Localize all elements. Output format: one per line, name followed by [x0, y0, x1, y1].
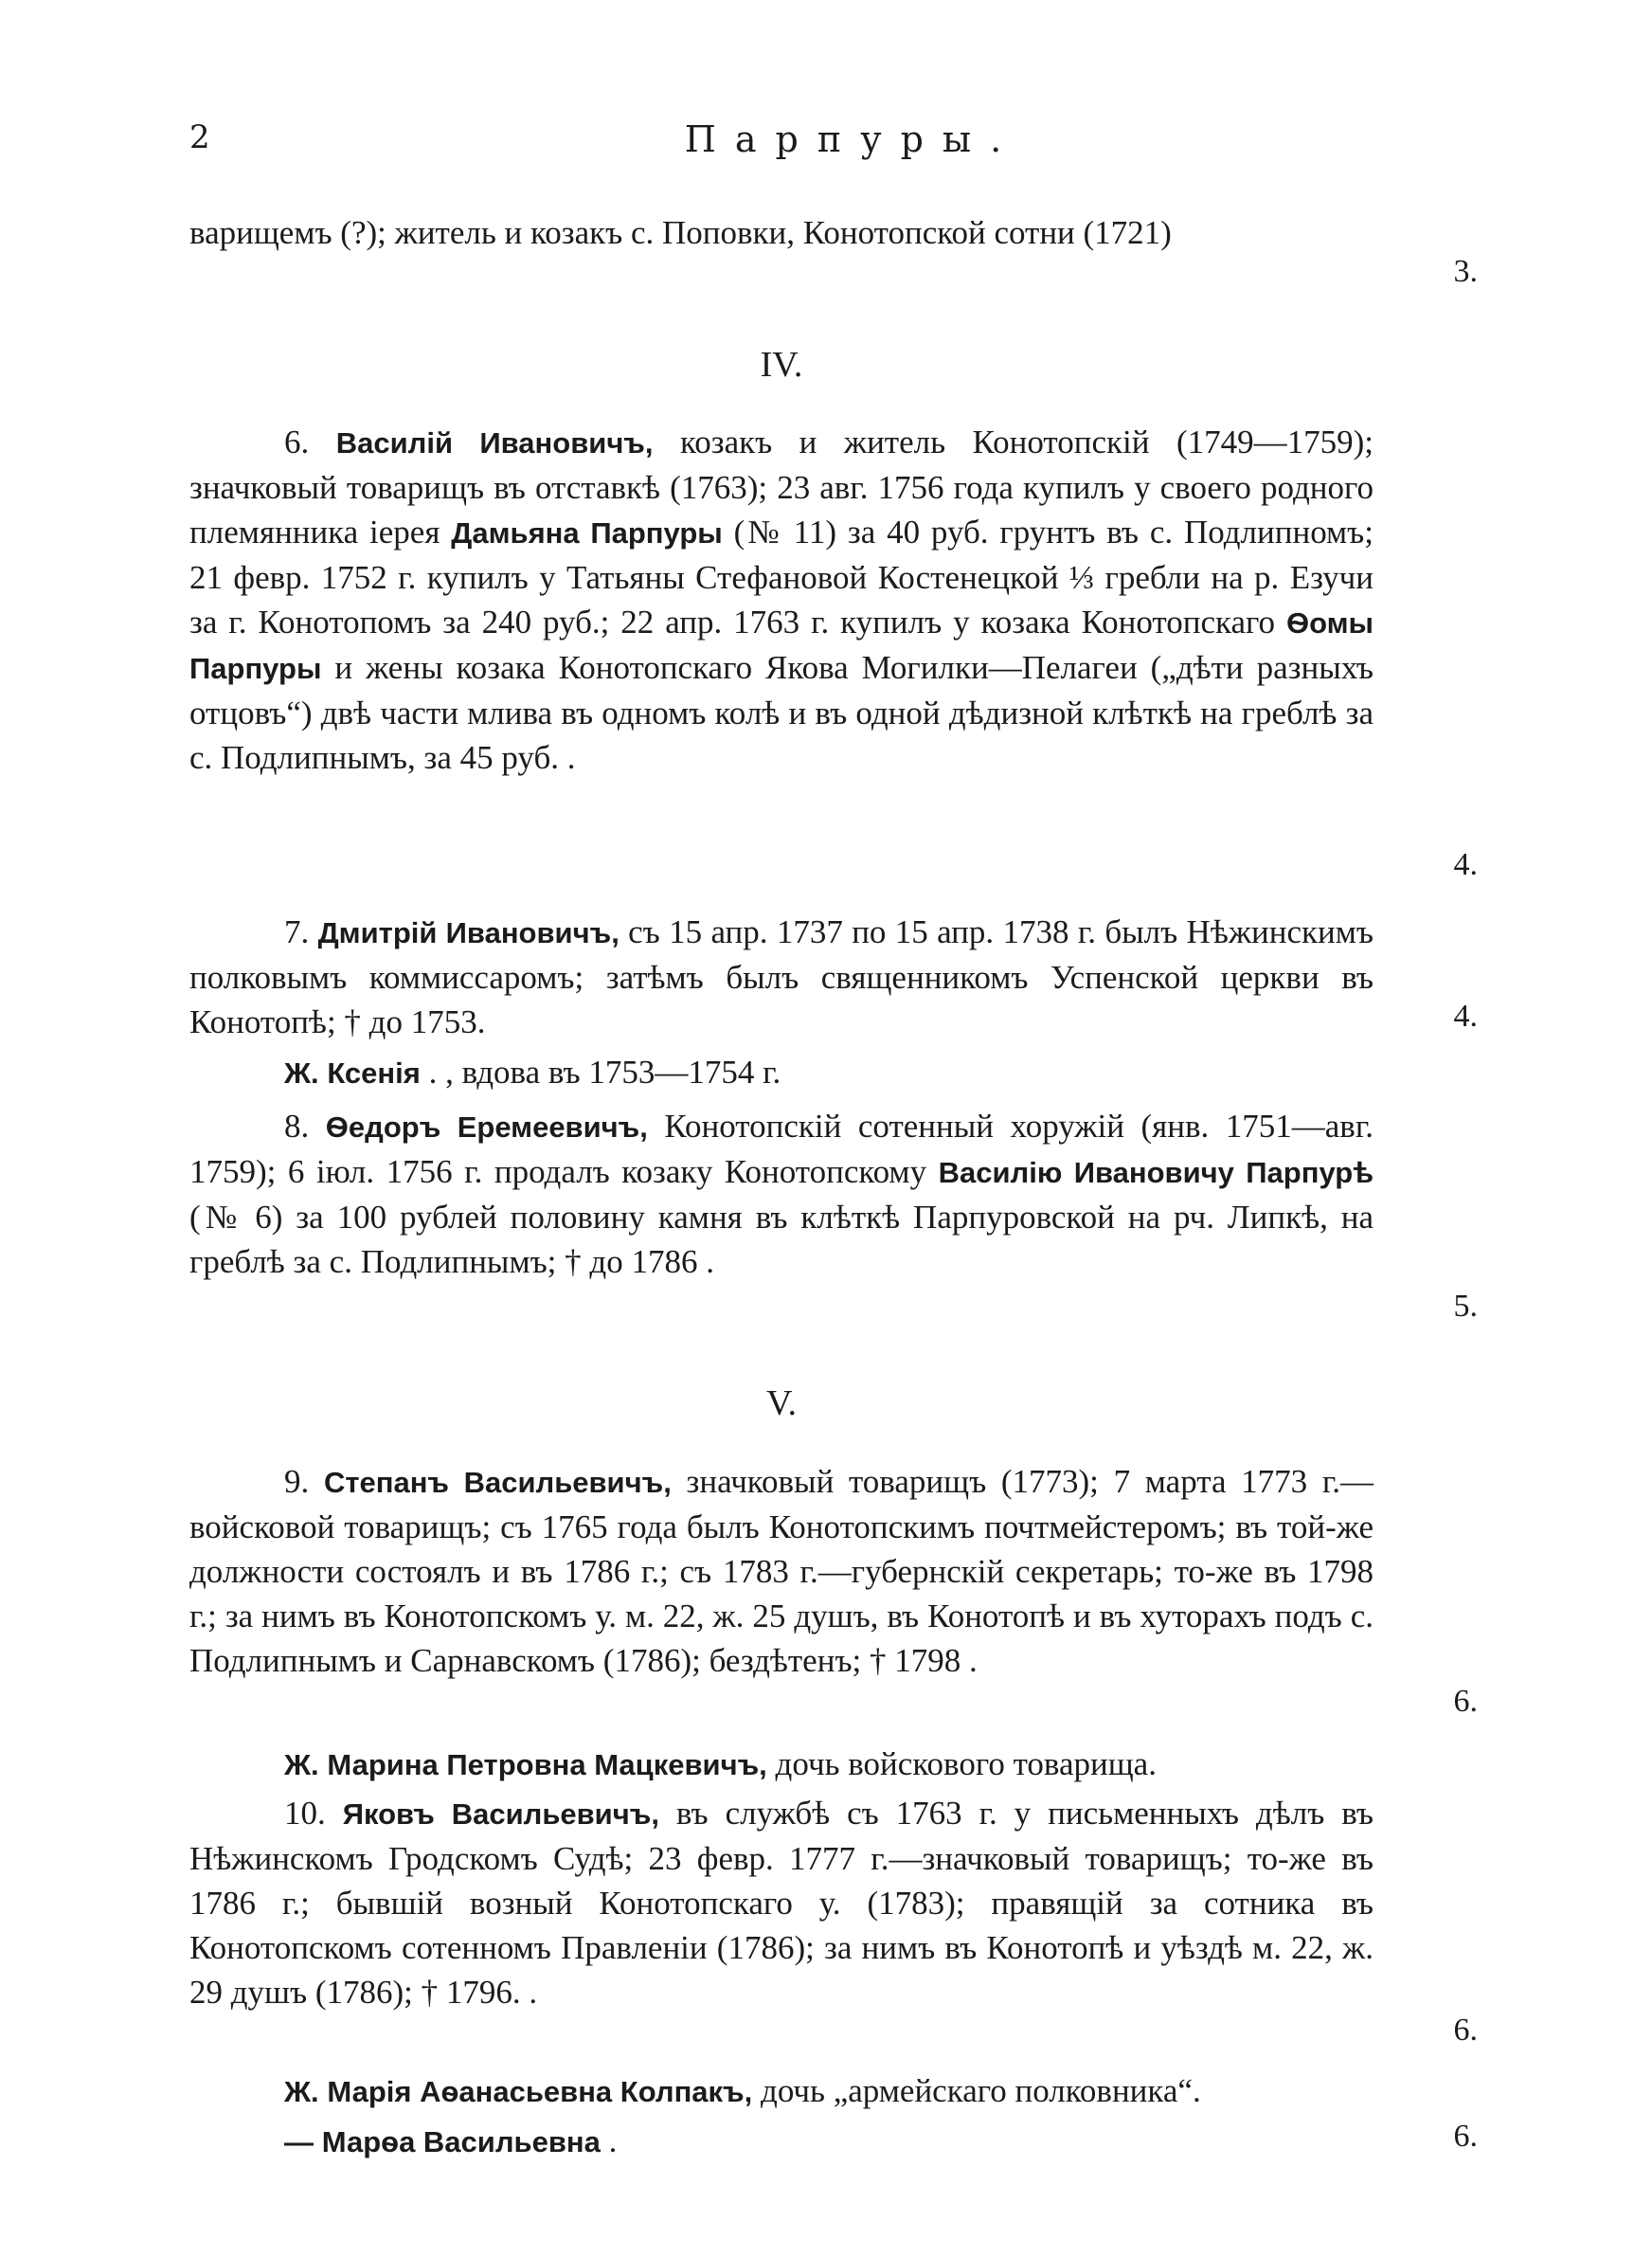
section-iv: [189, 343, 1374, 388]
margin-generation-9: 6.: [1453, 1684, 1478, 1719]
entry-10-daughter-prefix: —: [284, 2125, 314, 2158]
entry-6-text-c: и жены козака Конотопскаго Якова Могилки—Пелагеи („дѣти разныхъ отцовъ“) двѣ части млива въ одномъ колѣ и въ одной дѣдизной клѣткѣ на греблѣ за с. Подлипнымъ, за 45 руб. .: [189, 649, 1374, 776]
margin-generation-10: 6.: [1453, 2013, 1478, 2048]
entry-9-wife-text: [189, 1742, 1374, 1787]
entry-7-wife-prefix: Ж.: [284, 1056, 319, 1090]
entry-8-relative-1: Василію Ивановичу Парпурѣ: [938, 1156, 1374, 1189]
entry-8-text-a: Конотопскій сотенный хоружій (янв. 1751—авг. 1759); 6 іюл. 1756 г. продалъ козаку Конотопскому: [189, 1108, 1374, 1190]
entry-9-wife-body: дочь войскового товарища.: [766, 1745, 1157, 1782]
entry-10-body: въ службѣ съ 1763 г. у письменныхъ дѣлъ въ Нѣжинскомъ Гродскомъ Судѣ; 23 февр. 1777 г.—значковый товарищъ; то-же въ 1786 г.; бывшій возный Конотопскаго у. (1783); правящій за сотника въ Конотопскомъ сотенномъ Правленіи (1786); за нимъ въ Конотопѣ и уѣздѣ м. 22, ж. 29 душъ (1786); † 1796. .: [189, 1795, 1374, 2011]
entry-6-text-a: козакъ и житель Конотопскій (1749—1759); значковый товарищъ въ отставкѣ (1763); 23 авг. 1756 года купилъ у своего родного племянника іерея: [189, 424, 1374, 551]
entry-10-text: [189, 1791, 1374, 2014]
margin-generation-6: 4.: [1453, 847, 1478, 882]
entry-10-wife-text: [189, 2068, 1374, 2114]
page-number: 2: [189, 118, 210, 156]
entry-7-text: [189, 910, 1374, 1044]
entry-10-wife-name: Марія Аѳанасьевна Колпакъ,: [327, 2075, 753, 2108]
entry-8-number: 8.: [284, 1108, 310, 1145]
entry-10-daughter-body: .: [600, 2122, 618, 2159]
entry-10-wife: [189, 2068, 1374, 2114]
entry-7: [189, 910, 1374, 1044]
entry-7-body: съ 15 апр. 1737 по 15 апр. 1738 г. былъ Нѣжинскимъ полковымъ коммиссаромъ; затѣмъ былъ священникомъ Успенской церкви въ Конотопѣ; † до 1753.: [189, 913, 1374, 1040]
entry-9-text: [189, 1459, 1374, 1683]
entry-8-text-b: (№ 6) за 100 рублей половину камня въ клѣткѣ Парпуровской на рч. Липкѣ, на греблѣ за с. Подлипнымъ; † до 1786 .: [189, 1199, 1374, 1280]
section-v: [189, 1381, 1374, 1426]
entry-9-name: Степанъ Васильевичъ,: [323, 1466, 672, 1499]
entry-10-daughter: [189, 2119, 1374, 2164]
section-iv-heading: IV.: [760, 345, 803, 385]
entry-6-name: Василій Ивановичъ,: [335, 426, 654, 460]
entry-7-wife-body: . , вдова въ 1753—1754 г.: [420, 1054, 781, 1091]
entry-8-text: [189, 1104, 1374, 1284]
entry-9-wife-prefix: Ж.: [284, 1748, 319, 1781]
entry-10-number: 10.: [284, 1795, 326, 1832]
intro-continuation: [189, 210, 1374, 255]
entry-10-daughter-name: Марѳа Васильевна: [321, 2125, 601, 2158]
section-v-heading: V.: [765, 1383, 798, 1423]
intro-text: варищемъ (?); житель и козакъ с. Поповки, Конотопской сотни (1721): [189, 214, 1172, 251]
margin-generation-8: 5.: [1453, 1289, 1478, 1324]
entry-6-relative-1: Дамьяна Парпуры: [451, 516, 723, 550]
entry-10: [189, 1791, 1374, 2014]
entry-9-wife-name: Марина Петровна Мацкевичъ,: [327, 1748, 767, 1781]
entry-9-number: 9.: [284, 1463, 310, 1500]
entry-6-number: 6.: [284, 424, 310, 460]
entry-6-text-b: (№ 11) за 40 руб. грунтъ въ с. Подлипномъ; 21 февр. 1752 г. купилъ у Татьяны Стефановой Костенецкой ⅓ гребли на р. Езучи за г. Конотопомъ за 240 руб.; 22 апр. 1763 г. купилъ у козака Конотопскаго: [189, 514, 1374, 641]
entry-6: [189, 420, 1374, 780]
entry-7-name: Дмитрій Ивановичъ,: [317, 916, 620, 949]
entry-7-wife-text: [189, 1050, 1374, 1095]
entry-10-wife-prefix: Ж.: [284, 2075, 319, 2108]
margin-generation-intro: 3.: [1453, 254, 1478, 289]
entry-8-name: Ѳедоръ Еремеевичъ,: [325, 1110, 648, 1144]
margin-generation-10-daughter: 6.: [1453, 2119, 1478, 2154]
entry-9-body: значковый товарищъ (1773); 7 марта 1773 г.—войсковой товарищъ; съ 1765 года былъ Конотопскимъ почтмейстеромъ; въ той-же должности состоялъ и въ 1786 г.; съ 1783 г.—губернскій секретарь; то-же въ 1798 г.; за нимъ въ Конотопскомъ у. м. 22, ж. 25 душъ, въ Конотопѣ и въ хуторахъ подъ с. Подлипнымъ и Сарнавскомъ (1786); бездѣтенъ; † 1798 .: [189, 1463, 1374, 1679]
entry-7-wife: [189, 1050, 1374, 1095]
entry-6-relative-2: Ѳомы Парпуры: [189, 606, 1374, 685]
entry-8: [189, 1104, 1374, 1284]
entry-10-wife-body: дочь „армейскаго полковника“.: [752, 2072, 1201, 2109]
page-header: [189, 118, 1468, 175]
entry-9-wife: [189, 1742, 1374, 1787]
entry-9: [189, 1459, 1374, 1683]
running-title: Парпуры.: [684, 118, 1021, 160]
margin-generation-7: 4.: [1453, 999, 1478, 1034]
entry-7-wife-name: Ксенія: [327, 1056, 421, 1090]
entry-6-text: [189, 420, 1374, 780]
entry-7-number: 7.: [284, 913, 310, 950]
entry-10-daughter-text: [189, 2119, 1374, 2164]
entry-10-name: Яковъ Васильевичъ,: [342, 1797, 659, 1831]
